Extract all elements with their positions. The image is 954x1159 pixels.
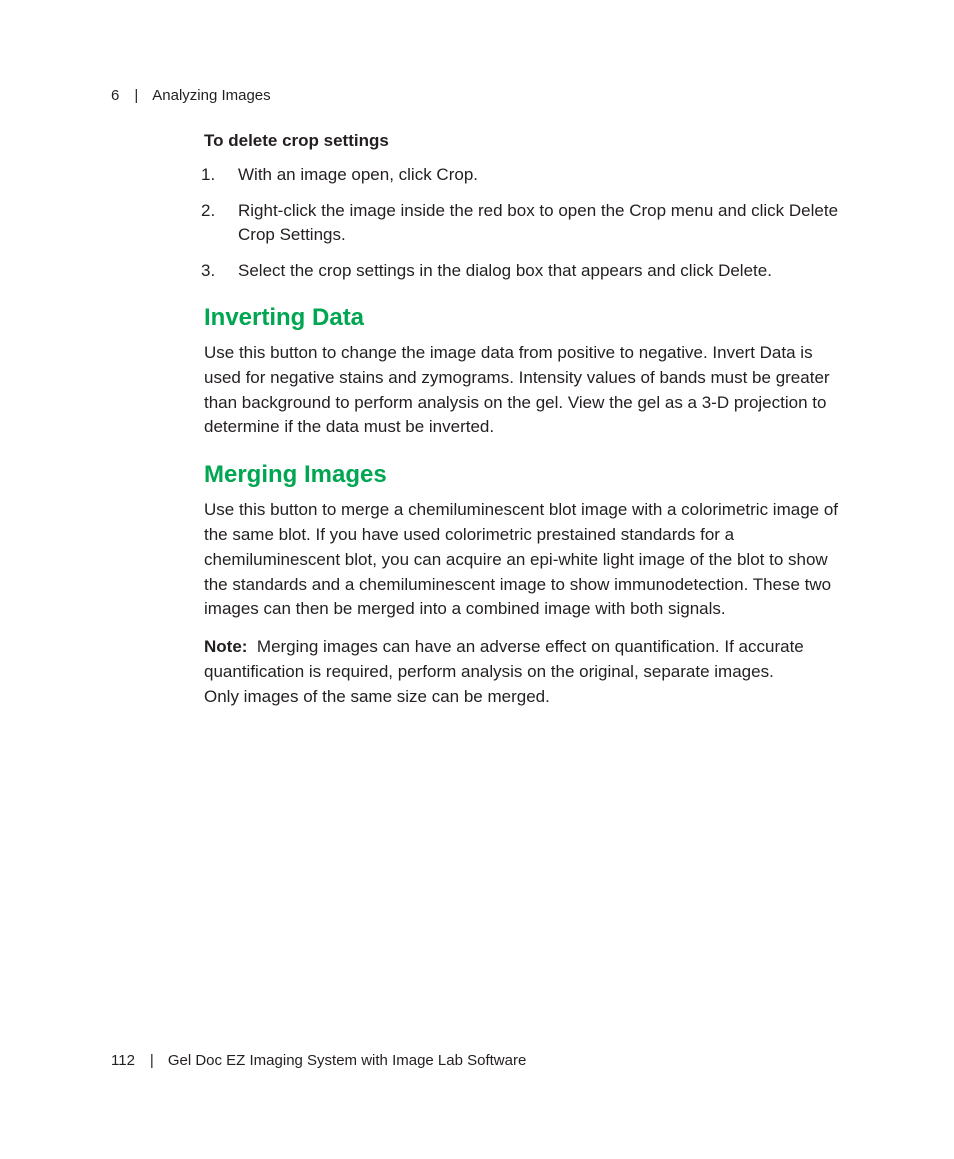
list-item: [201, 259, 841, 283]
inverting-heading: Inverting Data: [204, 304, 365, 331]
list-item: [201, 199, 841, 247]
note-text: Merging images can have an adverse effect on quantification. If accurate quantification is required, perform analysis on the original, separate images.: [204, 637, 804, 681]
footer-separator: |: [149, 1052, 154, 1069]
merging-heading: Merging Images: [204, 461, 387, 489]
merging-note: [204, 635, 844, 709]
step-text: Right-click the image inside the red box to open the Crop menu and click Delete Crop Settings.: [238, 201, 839, 244]
step-text: Select the crop settings in the dialog box that appears and click Delete.: [238, 261, 772, 280]
note-label: Note:: [204, 637, 248, 657]
list-item: [201, 163, 841, 187]
procedure-steps: [201, 163, 841, 283]
procedure-title: To delete crop settings: [204, 131, 389, 150]
note-extra: Only images of the same size can be merged.: [204, 686, 550, 706]
step-number: 3.: [201, 261, 216, 280]
running-header: [111, 87, 271, 105]
header-separator: |: [134, 87, 139, 104]
section-title: Analyzing Images: [152, 87, 271, 104]
step-number: 2.: [201, 201, 216, 220]
page-content: [201, 130, 844, 723]
running-footer: [111, 1052, 526, 1070]
inverting-body: Use this button to change the image data from positive to negative. Invert Data is used for negative stains and zymograms. Intensity values of bands must be greater than background to perform analysis on the gel. View the gel as a 3-D projection to determine if the data must be inverted.: [204, 343, 830, 437]
section-number: 6: [111, 87, 120, 104]
page-number: 112: [111, 1052, 135, 1069]
merging-body: Use this button to merge a chemiluminescent blot image with a colorimetric image of the same blot. If you have used colorimetric prestained standards for a chemiluminescent blot, you can acquire an epi-white light image of the blot to show the standards and a chemiluminescent image to show immunodetection. These two images can then be merged into a combined image with both signals.: [204, 500, 839, 619]
step-number: 1.: [201, 165, 216, 184]
book-title: Gel Doc EZ Imaging System with Image Lab Software: [167, 1052, 527, 1069]
step-text: With an image open, click Crop.: [238, 165, 478, 184]
